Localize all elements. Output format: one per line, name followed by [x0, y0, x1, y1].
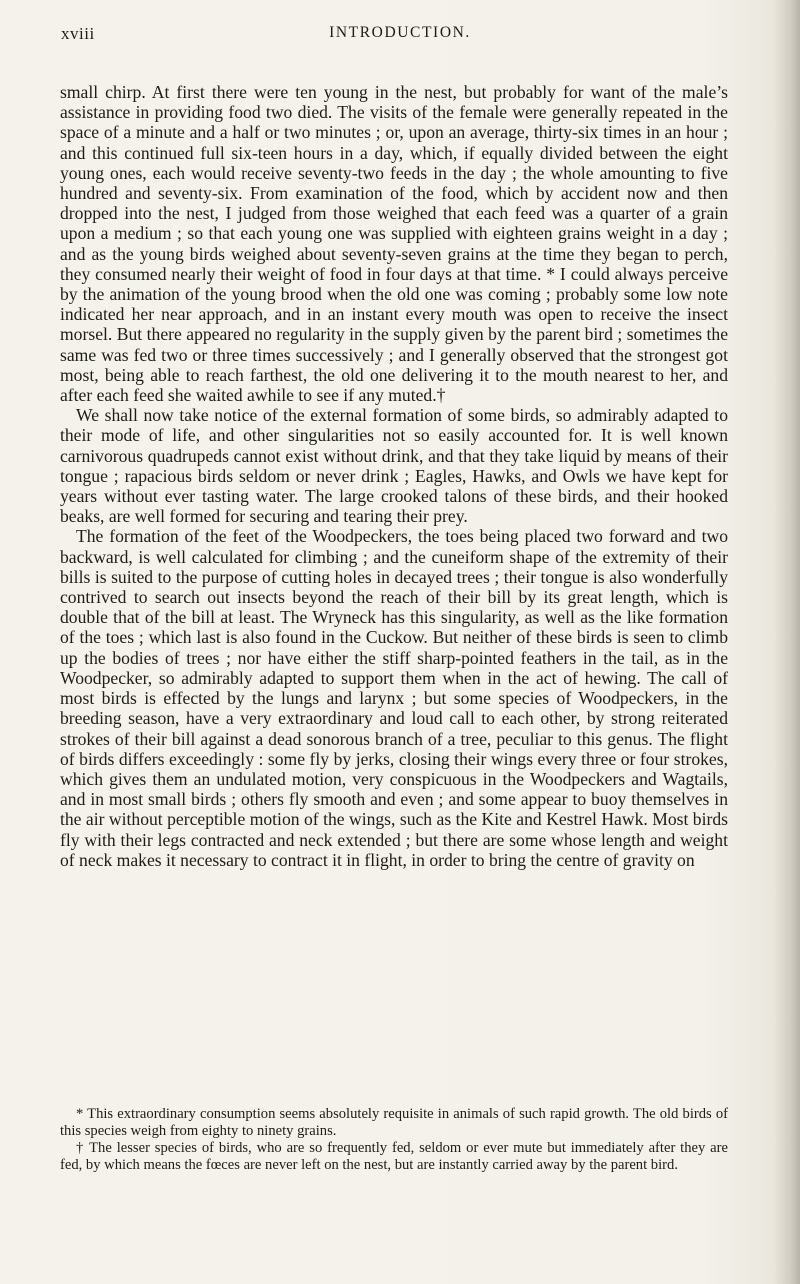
paragraph-3: The formation of the feet of the Woodpeckers, the toes being placed two forward and two backward, is well calculated for climbing ; and the cuneiform shape of the extremity of their bills is suited to the purpose of cutting holes in decayed trees ; their tongue is also wonderfully contrived to search out insects beyond the reach of their bill by its great length, which is double that of the bill at least. The Wryneck has this singularity, as well as the like formation of the toes ; which last is also found in the Cuckow. But neither of these birds is seen to climb up the bodies of trees ; nor have either the stiff sharp-pointed feathers in the tail, as in the Woodpecker, so admirably adapted to support them when in the act of hewing. The call of most birds is effected by the lungs and larynx ; but some species of Woodpeckers, in the breeding season, have a very extraordinary and loud call to each other, by strong reiterated strokes of their bill against a dead sonorous branch of a tree, peculiar to this genus. The flight of birds differs exceedingly : some fly by jerks, closing their wings every three or four strokes, which gives them an undulated motion, very conspicuous in the Woodpeckers and Wagtails, and in most small birds ; others fly smooth and even ; and some appear to buoy themselves in the air without perceptible motion of the wings, such as the Kite and Kestrel Hawk. Most birds fly with their legs contracted and neck extended ; but there are some whose length and weight of neck makes it necessary to contract it in flight, in order to bring the centre of gravity on [60, 526, 728, 870]
footnote-2: † The lesser species of birds, who are so frequently fed, seldom or ever mute but immediately after they are fed, by which means the fœces are never left on the nest, but are instantly carried away by the parent bird. [60, 1140, 728, 1173]
footnotes [60, 1106, 728, 1174]
footnote-1: * This extraordinary consumption seems absolutely requisite in animals of such rapid growth. The old birds of this species weigh from eighty to ninety grains. [60, 1106, 728, 1139]
body-text [60, 82, 728, 870]
running-title: INTRODUCTION. [329, 24, 471, 41]
paragraph-2: We shall now take notice of the external formation of some birds, so admirably adapted to their mode of life, and other singularities not so easily accounted for. It is well known carnivorous quadrupeds cannot exist without drink, and that they take liquid by means of their tongue ; rapacious birds seldom or never drink ; Eagles, Hawks, and Owls we have kept for years without ever tasting water. The large crooked talons of these birds, and their hooked beaks, are well formed for securing and tearing their prey. [60, 405, 728, 527]
page-edge-shadow [774, 0, 800, 1284]
page-number: xviii [61, 24, 95, 43]
paragraph-1: small chirp. At first there were ten young in the nest, but probably for want of the male’s assistance in providing food two died. The visits of the female were generally repeated in the space of a minute and a half or two minutes ; or, upon an average, thirty-six times in an hour ; and this continued full six-teen hours in a day, which, if equally divided between the eight young ones, each would receive seventy-two feeds in the day ; the whole amounting to five hundred and seventy-six. From examination of the food, which by accident now and then dropped into the nest, I judged from those weighed that each feed was a quarter of a grain upon a medium ; so that each young one was supplied with eighteen grains weight in a day ; and as the young birds weighed about seventy-seven grains at the time they began to perch, they consumed nearly their weight of food in four days at that time. * I could always perceive by the animation of the young brood when the old one was coming ; probably some low note indicated her near approach, and in an instant every mouth was open to receive the insect morsel. But there appeared no regularity in the supply given by the parent bird ; sometimes the same was fed two or three times successively ; and I generally observed that the strongest got most, being able to reach farthest, the old one delivering it to the mouth nearest to her, and after each feed she waited awhile to see if any muted.† [60, 82, 728, 406]
running-head [0, 24, 800, 50]
